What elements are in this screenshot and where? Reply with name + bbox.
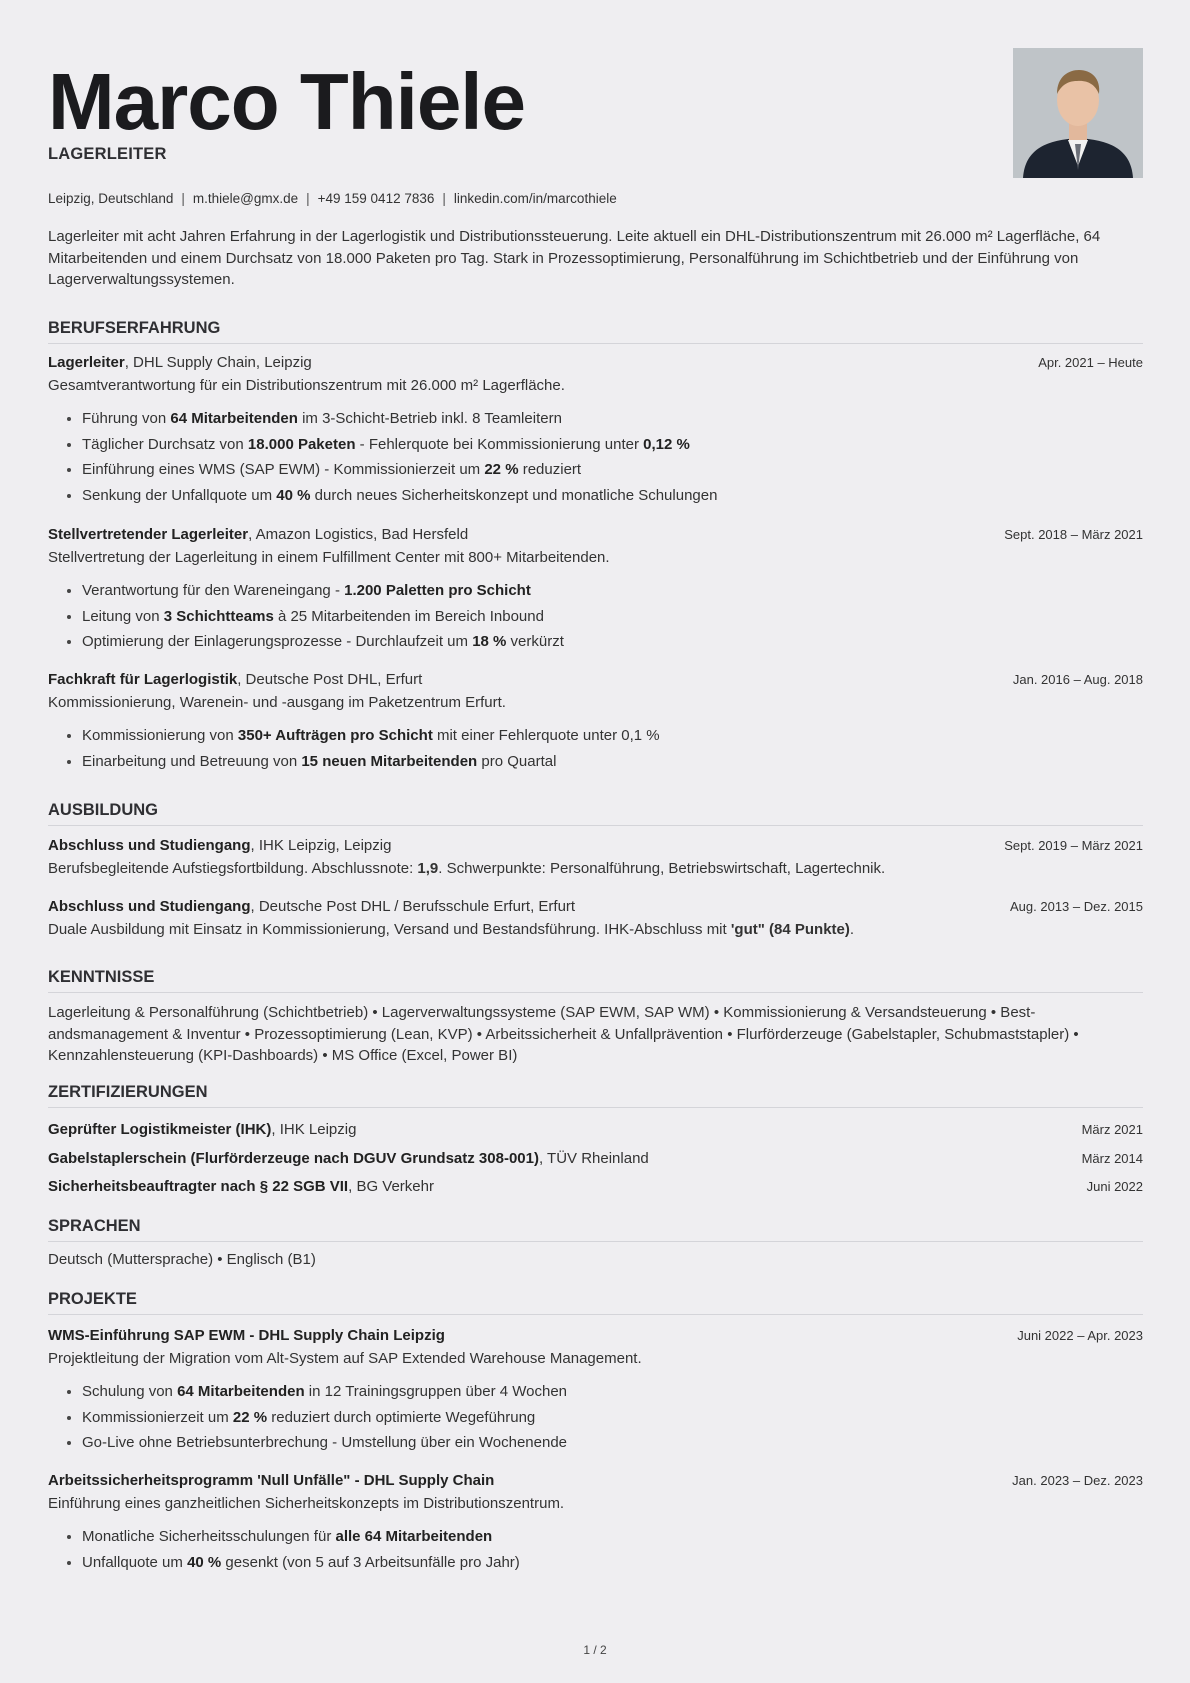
project-entry-2	[48, 1470, 1143, 1575]
page-number: 1 / 2	[583, 1643, 607, 1657]
entry-heading	[48, 1325, 1143, 1347]
list-item: Senkung der Unfallquote um 40 % durch neues Sicherheitskonzept und monatliche Schulungen	[82, 483, 1143, 509]
entry-bullets	[48, 406, 1143, 508]
contact-linkedin[interactable]: linkedin.com/in/marcothiele	[453, 191, 617, 206]
entry-bullets	[48, 723, 1143, 774]
entry-title: Arbeitssicherheitsprogramm 'Null Unfälle" - DHL Supply Chain	[48, 1472, 495, 1489]
entry-title: Fachkraft für Lagerlogistik	[48, 671, 238, 688]
list-item: Führung von 64 Mitarbeitenden im 3-Schicht-Betrieb inkl. 8 Teamleitern	[82, 406, 1143, 432]
entry-description: Projektleitung der Migration vom Alt-System auf SAP Extended Warehouse Management.	[48, 1350, 642, 1367]
contact-line	[48, 191, 617, 206]
cert-date: März 2014	[1081, 1151, 1143, 1166]
entry-date: Aug. 2013 – Dez. 2015	[1010, 899, 1143, 914]
section-title-education: AUSBILDUNG	[48, 801, 1143, 826]
entry-description: Gesamtverantwortung für ein Distributionszentrum mit 26.000 m² Lagerfläche.	[48, 377, 565, 394]
list-item: Leitung von 3 Schichtteams à 25 Mitarbeitenden im Bereich Inbound	[82, 604, 1143, 630]
entry-bullets	[48, 578, 1143, 655]
list-item: Schulung von 64 Mitarbeitenden in 12 Trainingsgruppen über 4 Wochen	[82, 1379, 1143, 1405]
cert-title: Geprüfter Logistikmeister (IHK)	[48, 1121, 272, 1138]
contact-phone[interactable]: +49 159 0412 7836	[317, 191, 435, 206]
list-item: Monatliche Sicherheitsschulungen für alle 64 Mitarbeitenden	[82, 1524, 1143, 1550]
list-item: Go-Live ohne Betriebsunterbrechung - Umstellung über ein Wochenende	[82, 1430, 1143, 1456]
entry-date: Sept. 2018 – März 2021	[1004, 527, 1143, 542]
profile-summary: Lagerleiter mit acht Jahren Erfahrung in der Lagerlogistik und Distributionssteuerung. Leite aktuell ein DHL-Distributionszentrum mit 26.000 m² Lagerfläche, 64 Mitarbeitenden und einem Durchsatz von 18.000 Paketen pro Tag. Stark in Prozessoptimierung, Personalführung im Schichtbetrieb und der Einführung von Lagerverwaltungssystemen.	[48, 228, 1101, 288]
entry-title: Abschluss und Studiengang	[48, 837, 251, 854]
entry-description: Berufsbegleitende Aufstiegsfortbildung. Abschlussnote: 1,9. Schwerpunkte: Personalführung, Betriebswirtschaft, Lagertechnik.	[48, 860, 886, 877]
list-item: Kommissionierung von 350+ Aufträgen pro Schicht mit einer Fehlerquote unter 0,1 %	[82, 723, 1143, 749]
certification-item	[48, 1176, 1143, 1198]
entry-bullets	[48, 1524, 1143, 1575]
cert-title: Sicherheitsbeauftragter nach § 22 SGB VII	[48, 1178, 349, 1195]
list-item: Optimierung der Einlagerungsprozesse - Durchlaufzeit um 18 % verkürzt	[82, 629, 1143, 655]
candidate-role: LAGERLEITER	[48, 145, 167, 163]
project-entry-1	[48, 1325, 1143, 1456]
entry-description: Duale Ausbildung mit Einsatz in Kommissionierung, Versand und Bestandsführung. IHK-Abschluss mit 'gut" (84 Punkte).	[48, 921, 855, 938]
cert-issuer: , TÜV Rheinland	[538, 1150, 649, 1167]
skills-list: Lagerleitung & Personalführung (Schichtbetrieb) • Lagerverwaltungssysteme (SAP EWM, SAP WM) • Kommissionierung & Versandsteuerung • Bestandsmanagement & Inventur • Prozessoptimierung (Lean, KVP) • Arbeitssicherheit & Unfallprävention • Flurförderzeuge (Gabelstapler, Schubmaststapler) • Kennzahlensteuerung (KPI-Dashboards) • MS Office (Excel, Power BI)	[48, 1004, 1079, 1064]
contact-location: Leipzig, Deutschland	[48, 191, 174, 206]
list-item: Täglicher Durchsatz von 18.000 Paketen - Fehlerquote bei Kommissionierung unter 0,12 %	[82, 432, 1143, 458]
entry-org: , Deutsche Post DHL, Erfurt	[237, 671, 423, 688]
entry-org: , IHK Leipzig, Leipzig	[250, 837, 392, 854]
section-title-experience: BERUFSERFAHRUNG	[48, 319, 1143, 344]
cert-date: Juni 2022	[1086, 1179, 1143, 1194]
candidate-name: Marco Thiele	[48, 57, 526, 146]
entry-date: Jan. 2023 – Dez. 2023	[1012, 1473, 1143, 1488]
portrait-photo	[1013, 48, 1143, 178]
entry-org: , Deutsche Post DHL / Berufsschule Erfurt, Erfurt	[250, 898, 576, 915]
entry-title: Stellvertretender Lagerleiter	[48, 526, 249, 543]
list-item: Verantwortung für den Wareneingang - 1.200 Paletten pro Schicht	[82, 578, 1143, 604]
portrait-icon	[1013, 48, 1143, 178]
entry-heading	[48, 669, 1143, 691]
education-entry-2	[48, 896, 1143, 941]
entry-heading	[48, 524, 1143, 546]
list-item: Kommissionierzeit um 22 % reduziert durch optimierte Wegeführung	[82, 1405, 1143, 1431]
entry-org: , DHL Supply Chain, Leipzig	[124, 354, 312, 371]
contact-separator: |	[181, 191, 185, 206]
cert-issuer: , BG Verkehr	[348, 1178, 434, 1195]
entry-date: Jan. 2016 – Aug. 2018	[1012, 672, 1143, 687]
entry-date: Apr. 2021 – Heute	[1038, 355, 1143, 370]
section-title-languages: SPRACHEN	[48, 1217, 1143, 1242]
entry-date: Juni 2022 – Apr. 2023	[1017, 1328, 1143, 1343]
section-title-projects: PROJEKTE	[48, 1290, 1143, 1315]
entry-heading	[48, 352, 1143, 374]
entry-description: Einführung eines ganzheitlichen Sicherheitskonzepts im Distributionszentrum.	[48, 1495, 565, 1512]
section-title-certifications: ZERTIFIZIERUNGEN	[48, 1083, 1143, 1108]
entry-org: , Amazon Logistics, Bad Hersfeld	[248, 526, 469, 543]
section-title-skills: KENNTNISSE	[48, 968, 1143, 993]
languages-list: Deutsch (Muttersprache) • Englisch (B1)	[48, 1251, 316, 1268]
contact-separator: |	[442, 191, 446, 206]
experience-entry-2	[48, 524, 1143, 655]
entry-heading	[48, 896, 1143, 918]
experience-entry-1	[48, 352, 1143, 508]
list-item: Einarbeitung und Betreuung von 15 neuen Mitarbeitenden pro Quartal	[82, 749, 1143, 775]
entry-heading	[48, 1470, 1143, 1492]
certification-item	[48, 1119, 1143, 1141]
entry-description: Kommissionierung, Warenein- und -ausgang im Paketzentrum Erfurt.	[48, 694, 506, 711]
list-item: Einführung eines WMS (SAP EWM) - Kommissionierzeit um 22 % reduziert	[82, 457, 1143, 483]
cert-issuer: , IHK Leipzig	[271, 1121, 357, 1138]
entry-heading	[48, 835, 1143, 857]
entry-date: Sept. 2019 – März 2021	[1004, 838, 1143, 853]
entry-title: Lagerleiter	[48, 354, 125, 371]
cert-date: März 2021	[1081, 1122, 1143, 1137]
certification-item	[48, 1148, 1143, 1170]
contact-separator: |	[306, 191, 310, 206]
education-entry-1	[48, 835, 1143, 880]
entry-title: WMS-Einführung SAP EWM - DHL Supply Chain Leipzig	[48, 1327, 445, 1344]
experience-entry-3	[48, 669, 1143, 774]
cert-title: Gabelstaplerschein (Flurförderzeuge nach DGUV Grundsatz 308-001)	[48, 1150, 539, 1167]
entry-title: Abschluss und Studiengang	[48, 898, 251, 915]
entry-bullets	[48, 1379, 1143, 1456]
contact-email[interactable]: m.thiele@gmx.de	[192, 191, 299, 206]
list-item: Unfallquote um 40 % gesenkt (von 5 auf 3 Arbeitsunfälle pro Jahr)	[82, 1550, 1143, 1576]
entry-description: Stellvertretung der Lagerleitung in einem Fulfillment Center mit 800+ Mitarbeitenden.	[48, 549, 610, 566]
